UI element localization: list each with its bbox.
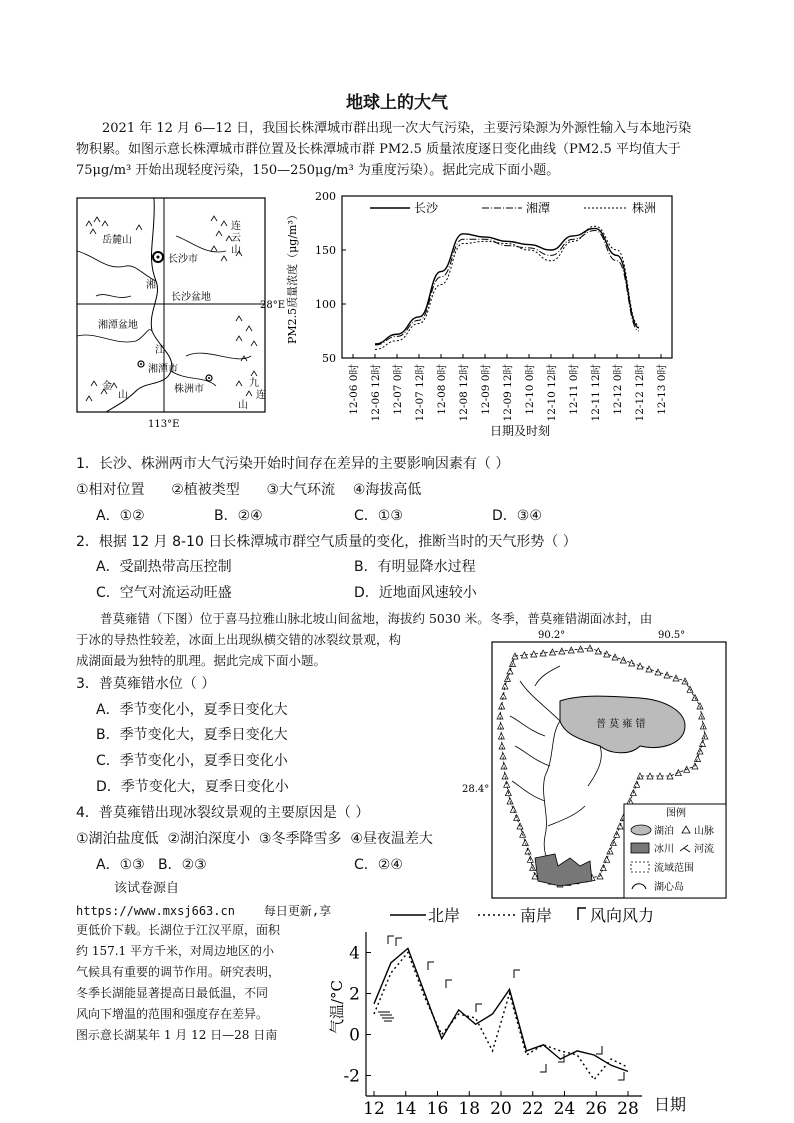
q1-option-c[interactable]: C．①③ <box>354 508 403 524</box>
legend-title: 图例 <box>666 808 686 819</box>
q4-option-c[interactable]: C．②④ <box>354 857 403 873</box>
x-tick-label: 12-06 12时 <box>370 364 382 422</box>
intro-line-2: 物积累。如图示意长株潭城市群位置及长株潭城市群 PM2.5 质量浓度逐日变化曲线（PM2.5 平均值大于 <box>76 142 681 157</box>
north-shore-line <box>374 948 628 1071</box>
legend-xiangtan: 湘潭 <box>526 201 551 215</box>
legend-lake: 湖泊 <box>654 826 674 837</box>
passage-2-line-1: 普莫雍错（下图）位于喜马拉雅山脉北坡山间盆地，海拔约 5030 米。冬季，普莫雍错湖面冰封，由 <box>100 611 653 626</box>
temp-x-label: 日期 <box>654 1095 687 1114</box>
mountain-icon <box>634 781 640 787</box>
x-tick-label: 12-11 0时 <box>568 364 580 415</box>
mountain-icon <box>510 806 516 812</box>
q3-option-d[interactable]: D．季节变化大，夏季日变化小 <box>96 779 289 795</box>
mountain-icon <box>507 668 513 674</box>
temp-x-tick: 22 <box>521 1099 544 1119</box>
question-1: 1．长沙、株洲两市大气污染开始时间存在差异的主要影响因素有（ ） <box>76 456 510 472</box>
changzhutan-map <box>76 196 286 432</box>
passage-2-line-2: 于冰的导热性较差，冰面上出现纵横交错的冰裂纹景观，构 <box>76 632 402 647</box>
mountain-icon <box>629 660 635 666</box>
mountain-icon <box>700 741 706 747</box>
label-shan-right: 山 <box>238 400 248 411</box>
y-axis-label: PM2.5质量浓度（μg/m³） <box>286 209 299 344</box>
x-tick-label: 12-07 0时 <box>392 364 404 415</box>
pumoyongcuo-map <box>460 626 730 906</box>
question-3: 3．普莫雍错水位（ ） <box>76 676 216 692</box>
passage-3 <box>76 920 326 1046</box>
x-tick-label: 12-13 0时 <box>656 364 668 415</box>
passage-3-line-2: 约 157.1 平方千米，对周边地区的小 <box>76 944 274 958</box>
label-lian: 连 <box>256 390 266 401</box>
y-tick-label: 50 <box>322 352 336 365</box>
y-tick-label: 200 <box>315 190 336 203</box>
legend-lake-icon <box>631 825 651 835</box>
temp-y-label: 气温/°C <box>328 979 346 1034</box>
x-tick-label: 12-12 12时 <box>634 364 646 422</box>
label-changsha-basin: 长沙盆地 <box>171 292 211 303</box>
x-tick-label: 12-08 0时 <box>436 364 448 415</box>
pm25-chart <box>282 186 722 442</box>
map2-legend <box>624 804 726 898</box>
x-tick-label: 12-10 0时 <box>524 364 536 415</box>
x-tick-label: 12-10 12时 <box>546 364 558 422</box>
label-lianyun-1: 连 <box>231 221 241 232</box>
chart-frame <box>342 196 672 358</box>
q4-option-ab[interactable]: A．①③ B．②③ <box>96 857 207 873</box>
q1-option-b[interactable]: B．②④ <box>214 508 263 524</box>
legend-island: 湖心岛 <box>654 882 684 893</box>
legend-changsha: 长沙 <box>414 201 439 215</box>
mountain-icon <box>604 651 610 657</box>
label-lon-90-5: 90.5° <box>658 630 686 641</box>
temp-legend <box>390 906 654 925</box>
q3-option-b[interactable]: B．季节变化大，夏季日变化大 <box>96 727 288 743</box>
x-tick-label: 12-09 12时 <box>502 364 514 422</box>
mountain-icon <box>695 756 701 762</box>
legend-glacier: 冰川 <box>654 844 674 855</box>
x-tick-label: 12-11 12时 <box>590 364 602 422</box>
q2-option-a[interactable]: A．受副热带高压控制 <box>96 559 232 575</box>
x-tick-label: 12-12 0时 <box>612 364 624 415</box>
label-lat-28-4: 28.4° <box>462 784 490 795</box>
mountain-icon <box>646 666 652 672</box>
label-jin: 金 <box>102 381 112 392</box>
x-tick-label: 12-06 0时 <box>348 364 360 415</box>
label-shan-left: 山 <box>118 390 128 401</box>
temp-x-tick: 14 <box>394 1099 417 1119</box>
y-tick-label: 100 <box>315 298 336 311</box>
label-lon-90-2: 90.2° <box>538 630 566 641</box>
label-xiangtan-city: 湘潭市 <box>148 364 178 375</box>
label-changsha-city: 长沙市 <box>168 254 198 265</box>
q2-option-c[interactable]: C．空气对流运动旺盛 <box>96 585 232 601</box>
legend-basin: 流域范围 <box>654 863 694 874</box>
question-4-items: ①湖泊盐度低 ②湖泊深度小 ③冬季降雪多 ④昼夜温差大 <box>76 831 433 847</box>
mountain-icon <box>522 840 528 846</box>
mountain-icon <box>525 848 531 854</box>
temp-x-tick: 12 <box>363 1099 385 1119</box>
passage-3-line-5: 风向下增温的范围和强度存在差异。 <box>76 1007 269 1021</box>
legend-zhuzhou: 株洲 <box>632 201 657 215</box>
temp-x-tick: 28 <box>617 1099 639 1119</box>
label-jiang: 江 <box>155 345 165 356</box>
mountain-icon <box>504 781 510 787</box>
mountain-icon <box>595 648 601 654</box>
source-line-1: 该试卷源自 <box>114 881 180 896</box>
x-axis-label: 日期及时刻 <box>490 424 551 438</box>
temp-x-tick: 16 <box>426 1099 449 1119</box>
passage-3-line-1: 更低价下载。长湖位于江汉平原，面积 <box>76 923 281 937</box>
label-yuelu: 岳麓山 <box>102 235 132 246</box>
glacier-shape <box>535 854 592 886</box>
label-xiang: 湘 <box>146 280 156 291</box>
temp-y-tick: 0 <box>349 1025 360 1046</box>
south-shore-line <box>374 953 628 1080</box>
lake-label: 普 莫 雍 错 <box>596 719 646 730</box>
intro-line-3: 75μg/m³ 开始出现轻度污染，150—250μg/m³ 为重度污染）。据此完成下面小题。 <box>76 163 560 178</box>
source-link[interactable]: https://www.mxsj663.cn 每日更新,享 <box>76 904 332 918</box>
legend-mountain: 山脉 <box>694 826 714 837</box>
legend-north: 北岸 <box>428 906 461 925</box>
legend-glacier-icon <box>631 843 649 853</box>
q2-option-d[interactable]: D．近地面风速较小 <box>354 585 477 601</box>
passage-3-line-6: 图示意长湖某年 1 月 12 日—28 日南 <box>76 1028 278 1042</box>
label-lon-113: 113°E <box>148 419 180 430</box>
label-lat-28: 28°E <box>260 300 286 311</box>
temp-y-tick: 2 <box>349 984 360 1005</box>
mountain-icon <box>637 663 643 669</box>
series-line-株洲 <box>375 226 639 349</box>
mountain-icon <box>607 848 613 854</box>
temp-y-tick: 4 <box>349 943 360 964</box>
q3-option-a[interactable]: A．季节变化小，夏季日变化大 <box>96 702 288 718</box>
legend-river: 河流 <box>694 844 714 855</box>
passage-3-line-4: 冬季长湖能显著提高日最低温，不同 <box>76 986 269 1000</box>
y-tick-label: 150 <box>315 244 336 257</box>
mountain-icon <box>604 856 610 862</box>
x-tick-label: 12-07 12时 <box>414 364 426 422</box>
temperature-chart <box>318 900 718 1122</box>
label-lianyun-3: 山 <box>231 245 241 256</box>
intro-paragraph <box>76 118 726 181</box>
q2-option-b[interactable]: B．有明显降水过程 <box>354 559 476 575</box>
wind-legend-icon <box>578 908 586 920</box>
label-zhuzhou-city: 株洲市 <box>174 384 204 395</box>
temp-x-tick: 18 <box>458 1099 481 1119</box>
label-lianyun-2: 云 <box>231 233 241 244</box>
x-tick-label: 12-09 0时 <box>480 364 492 415</box>
passage-3-line-3: 气候具有重要的调节作用。研究表明， <box>76 965 281 979</box>
series-line-湘潭 <box>375 231 639 345</box>
temp-x-tick: 26 <box>585 1099 608 1119</box>
legend-wind: 风向风力 <box>590 906 655 925</box>
q3-option-c[interactable]: C．季节变化小，夏季日变化小 <box>96 753 288 769</box>
question-4: 4．普莫雍错出现冰裂纹景观的主要原因是（ ） <box>76 805 370 821</box>
page-title: 地球上的大气 <box>346 93 448 113</box>
question-2: 2．根据 12 月 8-10 日长株潭城市群空气质量的变化，推断当时的天气形势（ ） <box>76 534 577 550</box>
q1-option-d[interactable]: D．③④ <box>492 508 542 524</box>
temp-x-tick: 24 <box>553 1099 576 1119</box>
label-xiangtan-basin: 湘潭盆地 <box>98 320 138 331</box>
intro-line-1: 2021 年 12 月 6—12 日，我国长株潭城市群出现一次大气污染，主要污染源为外源性输入与本地污染 <box>102 121 692 136</box>
wind-symbols <box>378 936 624 1080</box>
passage-2-line-3: 成湖面最为独特的肌理。据此完成下面小题。 <box>76 653 327 668</box>
legend-south: 南岸 <box>520 906 553 925</box>
x-tick-label: 12-08 12时 <box>458 364 470 422</box>
question-1-items: ①相对位置 ②植被类型 ③大气环流 ④海拔高低 <box>76 482 422 498</box>
q1-option-a[interactable]: A．①② <box>96 508 145 524</box>
temp-x-tick: 20 <box>490 1099 512 1119</box>
temp-y-tick: -2 <box>343 1066 360 1087</box>
label-jiu: 九 <box>249 378 259 389</box>
chart-legend <box>370 200 656 215</box>
